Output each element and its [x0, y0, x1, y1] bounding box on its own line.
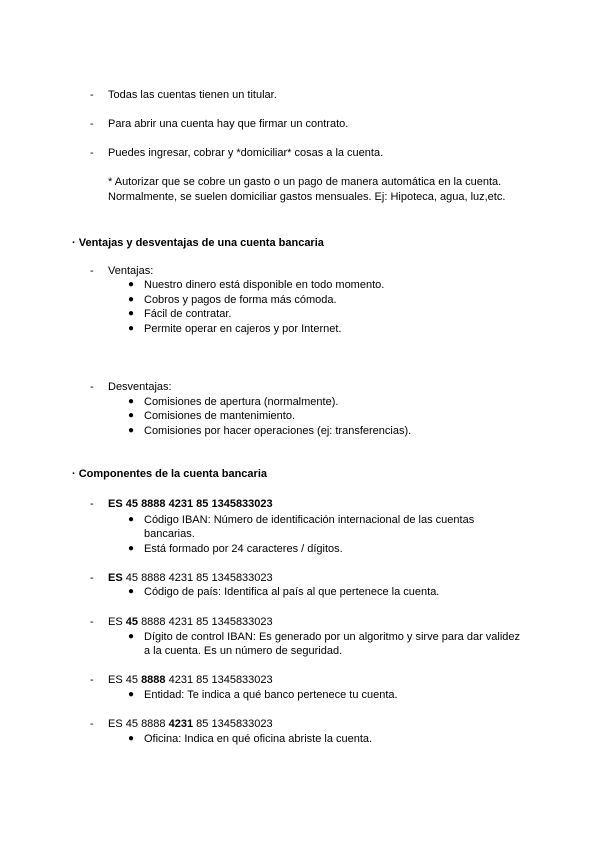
iban-code [108, 497, 273, 511]
ventajas-label: Ventajas: [108, 265, 154, 277]
iban-code [108, 717, 273, 731]
bullet-icon: ● [128, 323, 135, 334]
dash-icon: - [90, 572, 94, 584]
iban-part-dc: 85 [196, 616, 209, 628]
iban-part-account: 1345833023 [211, 498, 273, 510]
block-desc: Está formado por 24 caracteres / dígitos. [144, 543, 343, 555]
intro-item-1: Todas las cuentas tienen un titular. [108, 89, 277, 101]
iban-part-entity: 8888 [141, 616, 166, 628]
iban-part-entity: 8888 [141, 674, 166, 686]
bullet-icon: ● [128, 543, 135, 554]
ventaja-item: Fácil de contratar. [144, 308, 232, 320]
iban-part-country: ES [108, 498, 123, 510]
iban-part-check: 45 [125, 718, 138, 730]
block-desc: Código IBAN: Número de identificación internacional de las cuentas [144, 514, 475, 526]
iban-part-check: 45 [125, 498, 138, 510]
iban-part-account: 1345833023 [211, 572, 273, 584]
iban-part-country: ES [108, 674, 123, 686]
iban-part-office: 4231 [168, 718, 194, 730]
iban-part-office: 4231 [168, 498, 194, 510]
block-desc: bancarias. [144, 528, 195, 540]
ventaja-item: Cobros y pagos de forma más cómoda. [144, 294, 337, 306]
bullet-icon: ● [128, 294, 135, 305]
iban-part-check: 45 [125, 572, 138, 584]
iban-part-office: 4231 [168, 674, 194, 686]
iban-code [108, 571, 273, 585]
iban-part-check: 45 [125, 616, 138, 628]
iban-part-entity: 8888 [141, 498, 166, 510]
bullet-icon: ● [128, 396, 135, 407]
iban-part-entity: 8888 [141, 718, 166, 730]
dash-icon: - [90, 147, 94, 159]
block-desc: Entidad: Te indica a qué banco pertenece tu cuenta. [144, 689, 398, 701]
note-line-2: Normalmente, se suelen domiciliar gastos mensuales. Ej: Hipoteca, agua, luz,etc. [108, 191, 506, 203]
iban-part-dc: 85 [196, 718, 209, 730]
dash-icon: - [90, 118, 94, 130]
dash-icon: - [90, 718, 94, 730]
iban-part-office: 4231 [168, 616, 194, 628]
dash-icon: - [90, 498, 94, 510]
iban-part-country: ES [108, 718, 123, 730]
ventaja-item: Nuestro dinero está disponible en todo momento. [144, 279, 385, 291]
dash-icon: - [90, 616, 94, 628]
desventaja-item: Comisiones por hacer operaciones (ej: transferencias). [144, 425, 412, 437]
iban-part-dc: 85 [196, 674, 209, 686]
iban-part-country: ES [108, 616, 123, 628]
block-desc: Oficina: Indica en qué oficina abriste la cuenta. [144, 733, 373, 745]
block-desc: Código de país: Identifica al país al que pertenece la cuenta. [144, 586, 440, 598]
iban-part-country: ES [108, 572, 123, 584]
desventaja-item: Comisiones de mantenimiento. [144, 410, 296, 422]
intro-item-3: Puedes ingresar, cobrar y *domiciliar* cosas a la cuenta. [108, 147, 384, 159]
bullet-icon: ● [128, 733, 135, 744]
iban-code [108, 673, 273, 687]
bullet-icon: ● [128, 308, 135, 319]
iban-part-dc: 85 [196, 572, 209, 584]
ventaja-item: Permite operar en cajeros y por Internet. [144, 323, 342, 335]
bullet-icon: ● [128, 425, 135, 436]
iban-part-account: 1345833023 [211, 718, 273, 730]
bullet-icon: ● [128, 410, 135, 421]
iban-part-entity: 8888 [141, 572, 166, 584]
bullet-icon: ● [128, 279, 135, 290]
dash-icon: - [90, 89, 94, 101]
note-line-1: * Autorizar que se cobre un gasto o un pago de manera automática en la cuenta. [108, 176, 502, 188]
iban-part-office: 4231 [168, 572, 194, 584]
iban-code [108, 615, 273, 629]
dash-icon: - [90, 674, 94, 686]
desventajas-label: Desventajas: [108, 381, 172, 393]
bullet-icon: ● [128, 631, 135, 642]
desventaja-item: Comisiones de apertura (normalmente). [144, 396, 339, 408]
dash-icon: - [90, 265, 94, 277]
iban-part-account: 1345833023 [211, 616, 273, 628]
iban-part-account: 1345833023 [211, 674, 273, 686]
section-heading-ventajas: · Ventajas y desventajas de una cuenta bancaria [72, 237, 324, 249]
bullet-icon: ● [128, 689, 135, 700]
intro-item-2: Para abrir una cuenta hay que firmar un contrato. [108, 118, 349, 130]
iban-part-check: 45 [125, 674, 138, 686]
iban-part-dc: 85 [196, 498, 209, 510]
section-heading-componentes: · Componentes de la cuenta bancaria [72, 468, 267, 480]
block-desc: Dígito de control IBAN: Es generado por un algoritmo y sirve para dar validez [144, 631, 521, 643]
bullet-icon: ● [128, 514, 135, 525]
block-desc: a la cuenta. Es un número de seguridad. [144, 645, 343, 657]
bullet-icon: ● [128, 586, 135, 597]
dash-icon: - [90, 381, 94, 393]
